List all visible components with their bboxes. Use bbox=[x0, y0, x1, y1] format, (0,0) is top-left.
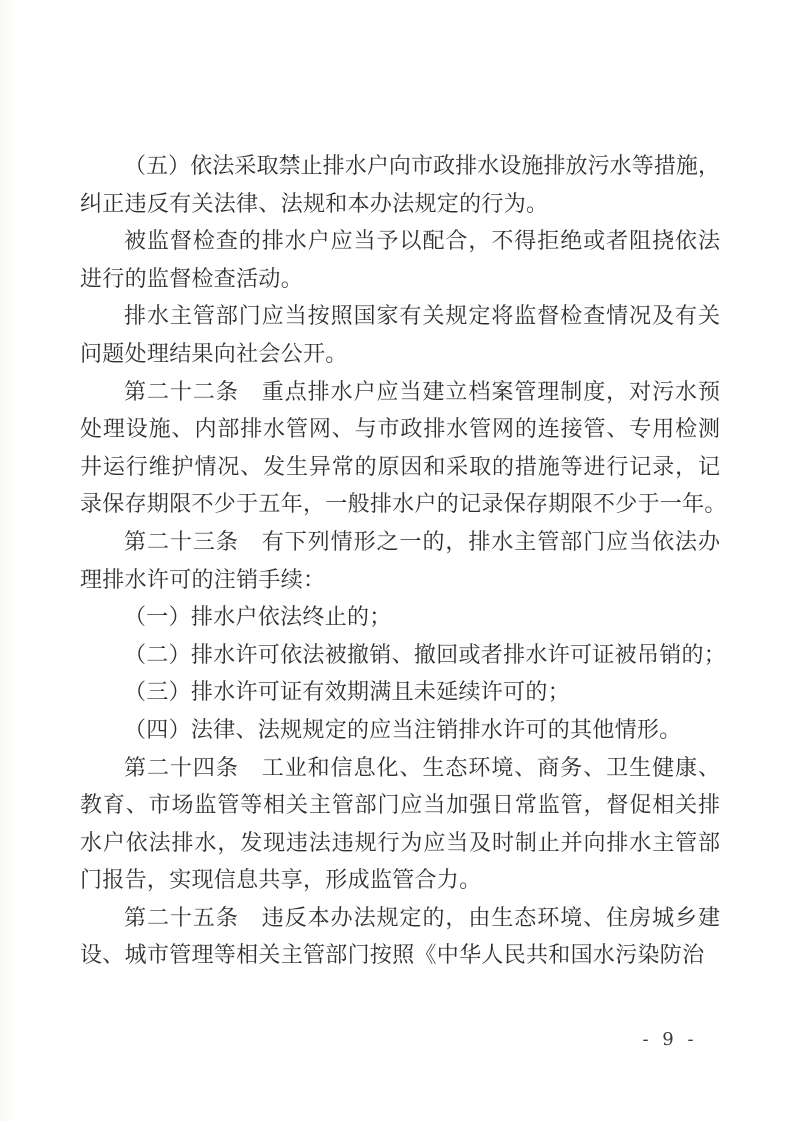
paragraph bbox=[80, 674, 720, 712]
text-line: （四）法律、法规规定的应当注销排水许可的其他情形。 bbox=[124, 717, 682, 743]
text-line: （一）排水户依法终止的； bbox=[124, 605, 392, 631]
text-line: 被监督检查的排水户应当予以配合，不得拒绝或者阻挠依法 bbox=[124, 229, 720, 255]
text-line: 井运行维护情况、发生异常的原因和采取的措施等进行记录，记 bbox=[80, 454, 720, 480]
text-line: 教育、市场监管等相关主管部门应当加强日常监管，督促相关排 bbox=[80, 793, 720, 819]
text-line: 纠正违反有关法律、法规和本办法规定的行为。 bbox=[80, 191, 549, 217]
text-line: （三）排水许可证有效期满且未延续许可的； bbox=[124, 680, 571, 706]
paragraph bbox=[80, 298, 720, 373]
text-line: 录保存期限不少于五年，一般排水户的记录保存期限不少于一年。 bbox=[80, 492, 727, 518]
paragraph bbox=[80, 223, 720, 298]
document-body bbox=[80, 148, 727, 975]
text-line: 排水主管部门应当按照国家有关规定将监督检查情况及有关 bbox=[124, 304, 720, 330]
text-line: 问题处理结果向社会公开。 bbox=[80, 341, 348, 367]
text-line: 第二十四条 工业和信息化、生态环境、商务、卫生健康、 bbox=[124, 755, 720, 781]
paragraph bbox=[80, 637, 727, 675]
paragraph bbox=[80, 599, 720, 637]
page-number: - 9 - bbox=[642, 1029, 698, 1050]
paragraph bbox=[80, 374, 727, 524]
text-line: （五）依法采取禁止排水户向市政排水设施排放污水等措施， bbox=[124, 154, 720, 179]
text-line: 水户依法排水，发现违法违规行为应当及时制止并向排水主管部 bbox=[80, 830, 720, 856]
text-line: 设、城市管理等相关主管部门按照《中华人民共和国水污染防治 bbox=[80, 943, 705, 969]
text-line: 第二十三条 有下列情形之一的，排水主管部门应当依法办 bbox=[124, 529, 720, 555]
text-line: 第二十二条 重点排水户应当建立档案管理制度，对污水预 bbox=[124, 379, 720, 405]
paragraph bbox=[80, 524, 720, 599]
text-line: 进行的监督检查活动。 bbox=[80, 266, 304, 292]
text-line: 处理设施、内部排水管网、与市政排水管网的连接管、专用检测 bbox=[80, 417, 720, 443]
text-line: （二）排水许可依法被撤销、撤回或者排水许可证被吊销的； bbox=[124, 642, 727, 668]
text-line: 理排水许可的注销手续： bbox=[80, 567, 326, 593]
paragraph bbox=[80, 712, 720, 750]
text-line: 门报告，实现信息共享，形成监管合力。 bbox=[80, 868, 482, 894]
paragraph bbox=[80, 148, 720, 223]
paragraph bbox=[80, 750, 720, 900]
text-line: 第二十五条 违反本办法规定的，由生态环境、住房城乡建 bbox=[124, 905, 720, 931]
paragraph bbox=[80, 900, 720, 975]
